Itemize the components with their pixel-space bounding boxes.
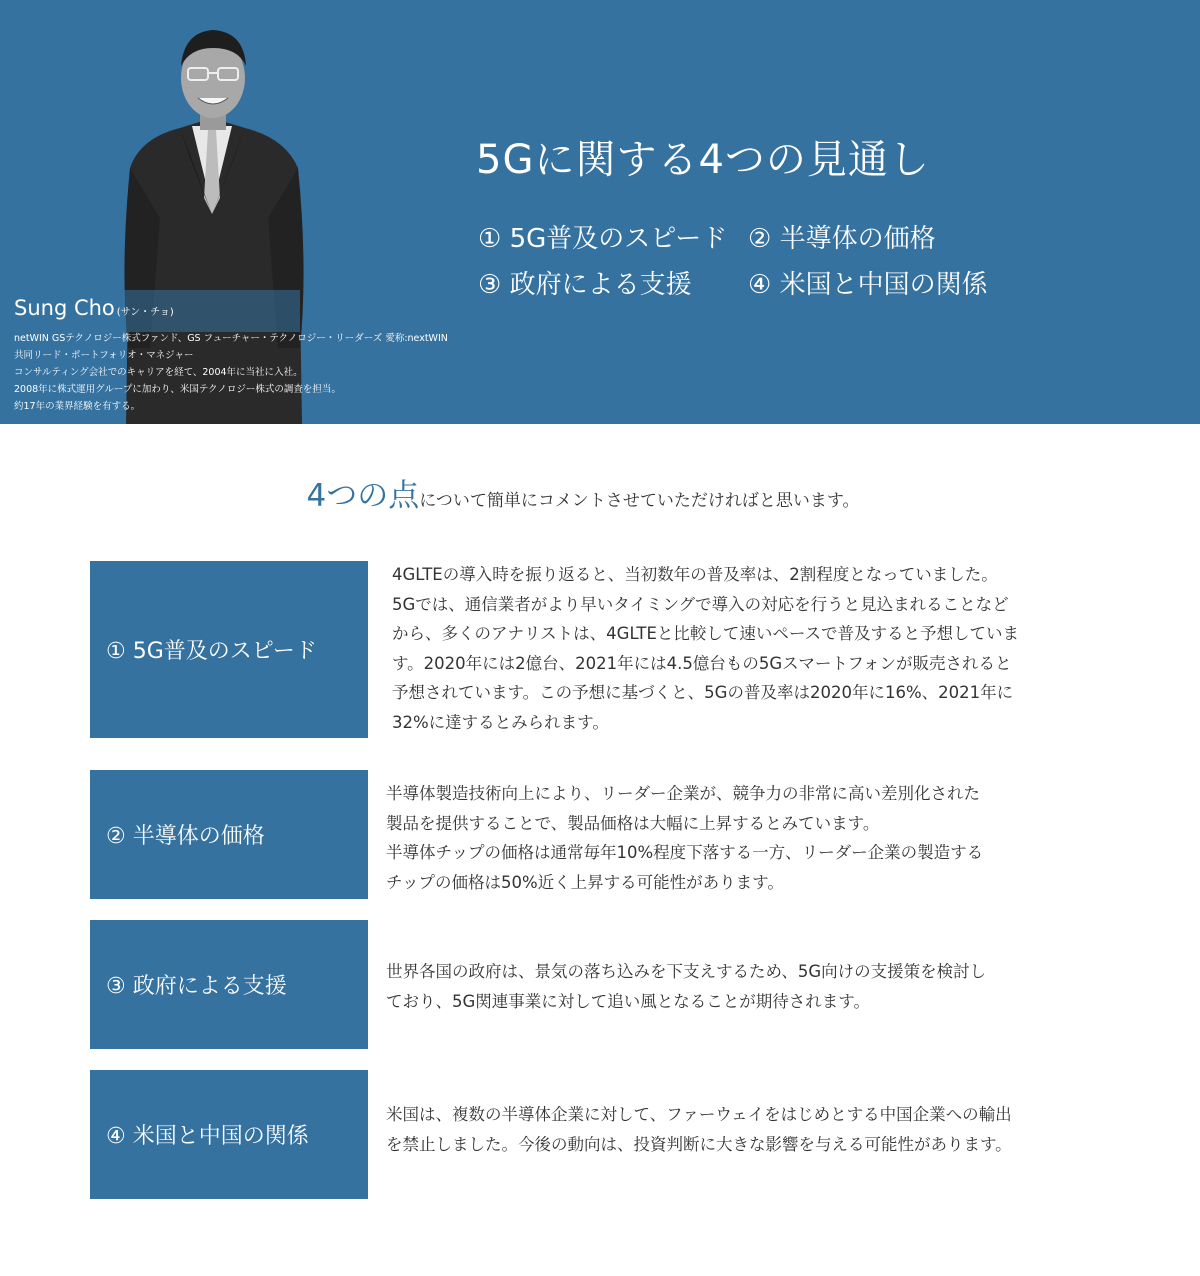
intro-heading xyxy=(0,470,1166,515)
text-line: 4GLTEの導入時を振り返ると、当初数年の普及率は、2割程度となっていました。 xyxy=(392,565,998,584)
hero-item-speed: ① 5G普及のスピード xyxy=(478,224,728,254)
intro-highlight: 4つの点 xyxy=(306,478,420,514)
text-line: す。2020年には2億台、2021年には4.5億台もの5Gスマートフォンが販売されると xyxy=(392,653,1012,673)
text-line: 予想されています。この予想に基づくと、5Gの普及率は2020年に16%、2021年に xyxy=(392,683,1014,702)
section-label-us-china: ④ 米国と中国の関係 xyxy=(90,1070,368,1199)
intro-text: について簡単にコメントさせていただければと思います。 xyxy=(419,491,860,511)
text-line: 世界各国の政府は、景気の落ち込みを下支えするため、5G向けの支援策を検討し xyxy=(386,962,987,981)
text-line: 米国は、複数の半導体企業に対して、ファーウェイをはじめとする中国企業への輸出 xyxy=(386,1105,1012,1124)
hero-banner xyxy=(0,0,1200,424)
section-label-government: ③ 政府による支援 xyxy=(90,920,368,1049)
hero-title: 5Gに関する4つの見通し xyxy=(476,137,930,183)
text-line: 製品を提供することで、製品価格は大幅に上昇するとみています。 xyxy=(386,813,880,833)
bio-line: 2008年に株式運用グループに加わり、米国テクノロジー株式の調査を担当。 xyxy=(14,384,341,395)
text-line: から、多くのアナリストは、4GLTEと比較して速いペースで普及すると予想していま xyxy=(392,624,1020,643)
person-name-text: Sung Cho xyxy=(14,296,115,320)
bio-line: コンサルティング会社でのキャリアを経て、2004年に当社に入社。 xyxy=(14,367,303,378)
section-label-speed: ① 5G普及のスピード xyxy=(90,561,368,738)
person-name-kana: (サン・チョ) xyxy=(116,307,174,318)
hero-item-government: ③ 政府による支援 xyxy=(478,270,692,300)
text-line: 32%に達するとみられます。 xyxy=(392,712,609,732)
text-line: 5Gでは、通信業者がより早いタイミングで導入の対応を行うと見込まれることなど xyxy=(392,594,1009,614)
section-label-price: ② 半導体の価格 xyxy=(90,770,368,899)
hero-item-us-china: ④ 米国と中国の関係 xyxy=(748,270,988,300)
text-line: ており、5G関連事業に対して追い風となることが期待されます。 xyxy=(386,991,870,1011)
bio-line: netWIN GSテクノロジー株式ファンド、GS フューチャー・テクノロジー・リーダーズ 愛称:nextWIN xyxy=(14,333,448,344)
person-name xyxy=(14,296,174,320)
section-text-speed xyxy=(392,560,1019,737)
text-line: 半導体チップの価格は通常毎年10%程度下落する一方、リーダー企業の製造する xyxy=(386,843,984,862)
text-line: 半導体製造技術向上により、リーダー企業が、競争力の非常に高い差別化された xyxy=(386,784,980,803)
section-text-price xyxy=(386,779,983,897)
bio-line: 共同リード・ポートフォリオ・マネジャー xyxy=(14,350,194,361)
bio-line: 約17年の業界経験を有する。 xyxy=(14,401,141,412)
section-text-government xyxy=(386,957,986,1016)
text-line: チップの価格は50%近く上昇する可能性があります。 xyxy=(386,872,784,892)
text-line: を禁止しました。今後の動向は、投資判断に大きな影響を与える可能性があります。 xyxy=(386,1134,1012,1154)
person-bio xyxy=(14,330,448,415)
hero-item-price: ② 半導体の価格 xyxy=(748,224,936,254)
section-text-us-china xyxy=(386,1100,1012,1159)
